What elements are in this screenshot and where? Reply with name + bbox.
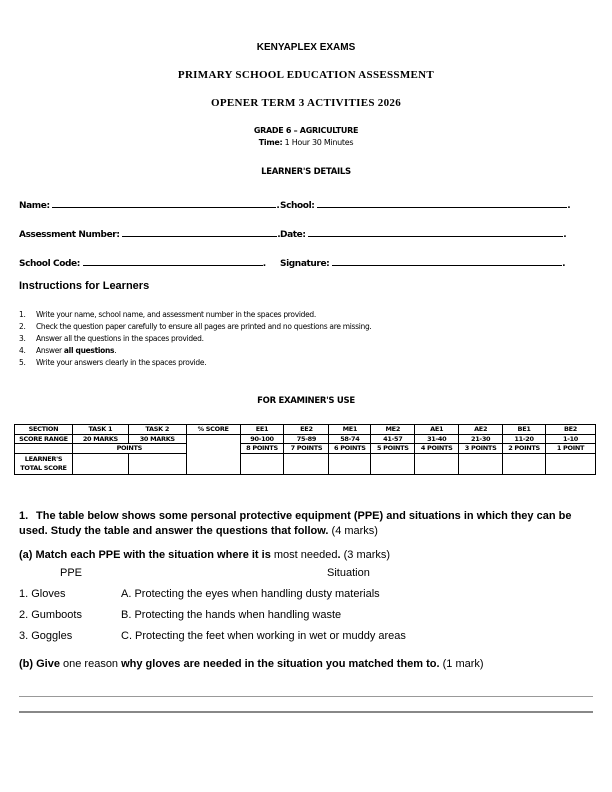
question-marks: (4 marks) [331, 525, 378, 537]
header-cell: ME2 [371, 425, 415, 435]
situation-item: B. Protecting the hands when handling waste [121, 609, 342, 621]
instructions-list [19, 309, 372, 369]
table-cell[interactable] [546, 453, 596, 474]
table-cell: 58-74 [329, 434, 371, 444]
table-row [15, 444, 596, 454]
table-cell[interactable] [284, 453, 329, 474]
table-cell: 6 POINTS [329, 444, 371, 454]
instruction-item: 5. Write your answers clearly in the spaces provide. [19, 358, 207, 367]
question-text: The table below shows some personal protective equipment (PPE) and situations in which they can be used. Study the table and answer the questions that follow. [19, 510, 572, 537]
school-input-line[interactable] [317, 198, 567, 208]
ppe-item: 3. Goggles [19, 630, 73, 642]
header-cell: % SCORE [186, 425, 240, 435]
header-cell: BE2 [546, 425, 596, 435]
task1-score-cell[interactable] [72, 453, 128, 474]
header-cell: BE1 [503, 425, 546, 435]
assessment-title: PRIMARY SCHOOL EDUCATION ASSESSMENT [177, 69, 435, 81]
header-cell: TASK 2 [128, 425, 186, 435]
assessment-number-field[interactable]: Assessment Number: . [19, 227, 280, 240]
question-1 [19, 509, 589, 539]
table-cell: 7 POINTS [284, 444, 329, 454]
table-cell[interactable] [415, 453, 459, 474]
table-row [15, 434, 596, 444]
situation-item: A. Protecting the eyes when handling dusty materials [121, 588, 380, 600]
time-label: Time: [258, 138, 283, 147]
time-value: 1 Hour 30 Minutes [284, 138, 354, 147]
table-row [15, 425, 596, 435]
table-cell: 41-57 [371, 434, 415, 444]
header-cell: EE1 [240, 425, 284, 435]
signature-input-line[interactable] [332, 256, 562, 266]
table-cell: 1 POINT [546, 444, 596, 454]
school-code-field[interactable]: School Code: . [19, 256, 266, 269]
table-cell[interactable] [503, 453, 546, 474]
examiner-score-table [14, 424, 596, 475]
table-cell: SCORE RANGE [15, 434, 73, 444]
table-cell[interactable] [240, 453, 284, 474]
examiner-title: FOR EXAMINER'S USE [257, 396, 355, 406]
term-title: OPENER TERM 3 ACTIVITIES 2026 [210, 97, 402, 109]
table-cell[interactable] [371, 453, 415, 474]
header-cell: SECTION [15, 425, 73, 435]
instruction-item: 4. Answer all questions. [19, 346, 117, 355]
header-cell: AE1 [415, 425, 459, 435]
school-label: School: [280, 201, 315, 211]
date-input-line[interactable] [308, 227, 563, 237]
header-cell: EE2 [284, 425, 329, 435]
table-cell: 31-40 [415, 434, 459, 444]
table-cell: 8 POINTS [240, 444, 284, 454]
instructions-title: Instructions for Learners [19, 280, 150, 292]
table-row [15, 453, 596, 474]
percent-score-cell[interactable] [186, 434, 240, 474]
date-label: Date: [280, 230, 306, 240]
table-cell: 3 POINTS [459, 444, 503, 454]
name-input-line[interactable] [52, 198, 276, 208]
table-cell: 21-30 [459, 434, 503, 444]
table-cell[interactable] [459, 453, 503, 474]
ppe-column-header: PPE [60, 567, 83, 579]
table-cell: 2 POINTS [503, 444, 546, 454]
name-label: Name: [19, 201, 50, 211]
table-cell: 5 POINTS [371, 444, 415, 454]
instruction-item: 2. Check the question paper carefully to ensure all pages are printed and no questions are missing. [19, 322, 372, 331]
ppe-item: 2. Gumboots [19, 609, 82, 621]
assessment-number-label: Assessment Number: [19, 230, 120, 240]
table-cell[interactable] [329, 453, 371, 474]
table-cell: 11-20 [503, 434, 546, 444]
table-cell: 75-89 [284, 434, 329, 444]
points-label-cell: POINTS [72, 444, 186, 454]
header-cell: TASK 1 [72, 425, 128, 435]
answer-line[interactable] [19, 696, 593, 697]
org-title: KENYAPLEX EXAMS [256, 42, 356, 53]
instruction-item: 3. Answer all the questions in the spaces provided. [19, 334, 204, 343]
school-code-input-line[interactable] [83, 256, 263, 266]
table-cell: 20 MARKS [72, 434, 128, 444]
total-score-label-cell: LEARNER'S TOTAL SCORE [15, 453, 73, 474]
time-line [0, 138, 612, 147]
ppe-item: 1. Gloves [19, 588, 66, 600]
learner-details-title: LEARNER'S DETAILS [261, 167, 351, 177]
part-b: (b) Give one reason why gloves are needed in the situation you matched them to. (1 mark) [19, 658, 484, 670]
table-cell: 30 MARKS [128, 434, 186, 444]
table-cell: 90-100 [240, 434, 284, 444]
name-field[interactable]: Name: . [19, 198, 279, 211]
header-cell: AE2 [459, 425, 503, 435]
grade-subject: GRADE 6 – AGRICULTURE [253, 126, 359, 135]
situation-item: C. Protecting the feet when working in wet or muddy areas [121, 630, 406, 642]
school-field[interactable]: School: . [280, 198, 570, 211]
instruction-item: 1. Write your name, school name, and assessment number in the spaces provided. [19, 310, 316, 319]
task2-score-cell[interactable] [128, 453, 186, 474]
answer-line[interactable] [19, 711, 593, 713]
assessment-number-input-line[interactable] [122, 227, 277, 237]
signature-field[interactable]: Signature: . [280, 256, 565, 269]
school-code-label: School Code: [19, 259, 80, 269]
header-cell: ME1 [329, 425, 371, 435]
date-field[interactable]: Date: . [280, 227, 566, 240]
situation-column-header: Situation [327, 567, 370, 579]
table-cell: 1-10 [546, 434, 596, 444]
part-a: (a) Match each PPE with the situation where it is most needed. (3 marks) [19, 549, 391, 561]
table-cell: 4 POINTS [415, 444, 459, 454]
question-number: 1. [19, 510, 29, 522]
signature-label: Signature: [280, 259, 330, 269]
